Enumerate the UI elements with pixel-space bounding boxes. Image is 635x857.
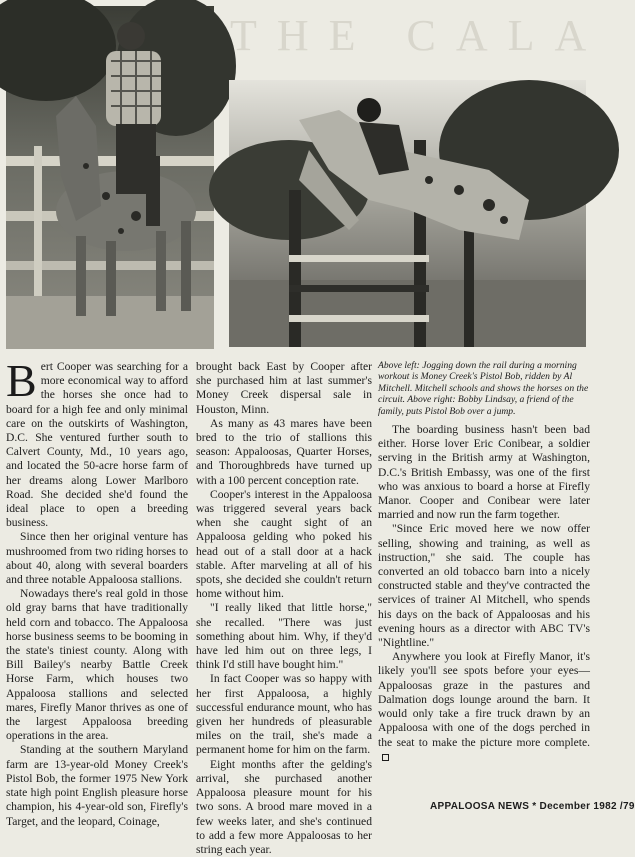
article-column-2 (196, 360, 372, 857)
photo-caption: Above left: Jogging down the rail during a morning workout is Money Creek's Pistol Bob, ridden by Al Mitchell. Mitchell schools and shows the horses on the circuit. Above right: Bobby Lindsay, a friend of the family, puts Pistol Bob over a jump. (378, 360, 589, 417)
article-column-1 (6, 355, 188, 829)
article-paragraph: "Since Eric moved here we now offer selling, showing and training, as well as instruction," she said. The couple has converted an old tobacco barn into a nicely constructed stable and they've contracted the services of trainer Al Mitchell, who spends his days on the back of Appaloosas and his evening hours as a director with ABC TV's "Nightline." (378, 522, 590, 650)
article-paragraph: Eight months after the gelding's arrival, she purchased another Appaloosa pleasure mount for his two sons. A brood mare moved in a few weeks later, and she's continued to add a few more Appaloosas to her string each year. (196, 757, 372, 856)
article-paragraph: Standing at the southern Maryland farm are 13-year-old Money Creek's Pistol Bob, the former 1975 New York state high point English pleasure horse champion, his 4-year-old son, Firefly's Target, and the leopard, Coinage, (6, 743, 188, 828)
masthead-text: THE CALA (230, 11, 607, 60)
paragraph-text: Anywhere you look at Firefly Manor, it's likely you'll see spots before your eyes—Appaloosas graze in the pastures and Dalmation dogs lounge around the barn. It would only take a fire truck drawn by an Appaloosa with one of the dogs perched in the seat to make the picture more complete. (378, 650, 590, 749)
article-paragraph: Cooper's interest in the Appaloosa was triggered several years back when she caught sight of an Appaloosa gelding who poked his head out of a stall door at a hack stable. After marveling at all of his spots, she decided she couldn't return home without him. (196, 487, 372, 601)
article-paragraph: brought back East by Cooper after she purchased him at last summer's Money Creek dispersal sale in Houston, Minn. (196, 360, 372, 416)
article-paragraph: "I really liked that little horse," she recalled. "There was just something about him. Why, if they'd have led him out on three legs, I think I'd still have bought him." (196, 601, 372, 672)
drop-cap: B (6, 355, 37, 406)
photo-horse-jumping (229, 80, 586, 347)
article-paragraph: In fact Cooper was so happy with her first Appaloosa, a highly successful endurance mount, who has given her hundreds of pleasurable miles on the trail, she's made a permanent home for him on the farm. (196, 672, 372, 757)
end-of-article-mark (382, 754, 389, 761)
article-paragraph: Since then her original venture has mushroomed from two riding horses to about 40, along with several boarders and three notable Appaloosa stallions. (6, 530, 188, 587)
paragraph-text: ert Cooper was searching for a more economical way to afford the horses she once had to board for a high fee and only minimal care on the outskirts of Washington, D.C. She ventured further south to Calvert County, Md., 10 years ago, and located the 50-acre horse farm of her dreams along Lower Marlboro Road. She decided she'd found the ideal place to open a breeding business. (6, 360, 188, 530)
article-paragraph: As many as 43 mares have been bred to the trio of stallions this season: Appaloosas, Quarter Horses, and Thoroughbreds have turned up with a 100 percent conception rate. (196, 416, 372, 487)
article-column-3 (378, 360, 590, 764)
photo-horse-jumping-image (229, 80, 586, 347)
page-footer: APPALOOSA NEWS * December 1982 /79 (430, 801, 635, 812)
article-paragraph (6, 355, 188, 530)
photo-rider-jogging-on-rail-image (6, 6, 214, 349)
photo-rider-jogging-on-rail (6, 6, 214, 349)
article-paragraph (378, 650, 590, 764)
article-paragraph: Nowadays there's real gold in those old gray barns that have traditionally held corn and tobacco. The Appaloosa horse business seems to be booming in the state's tiniest county. Along with Bill Bailey's nearby Battle Creek Horse Farm, which houses two Appaloosa stallions and selected mares, Firefly Manor thrives as one of the largest Appaloosa breeding operations in the area. (6, 587, 188, 743)
article-paragraph: The boarding business hasn't been bad either. Horse lover Eric Conibear, a soldier serving in the British army at Washington, D.C.'s British Embassy, was one of the first who was anxious to board a horse at Firefly Manor. Cooper and Conibear were later married and now run the farm together. (378, 423, 590, 522)
